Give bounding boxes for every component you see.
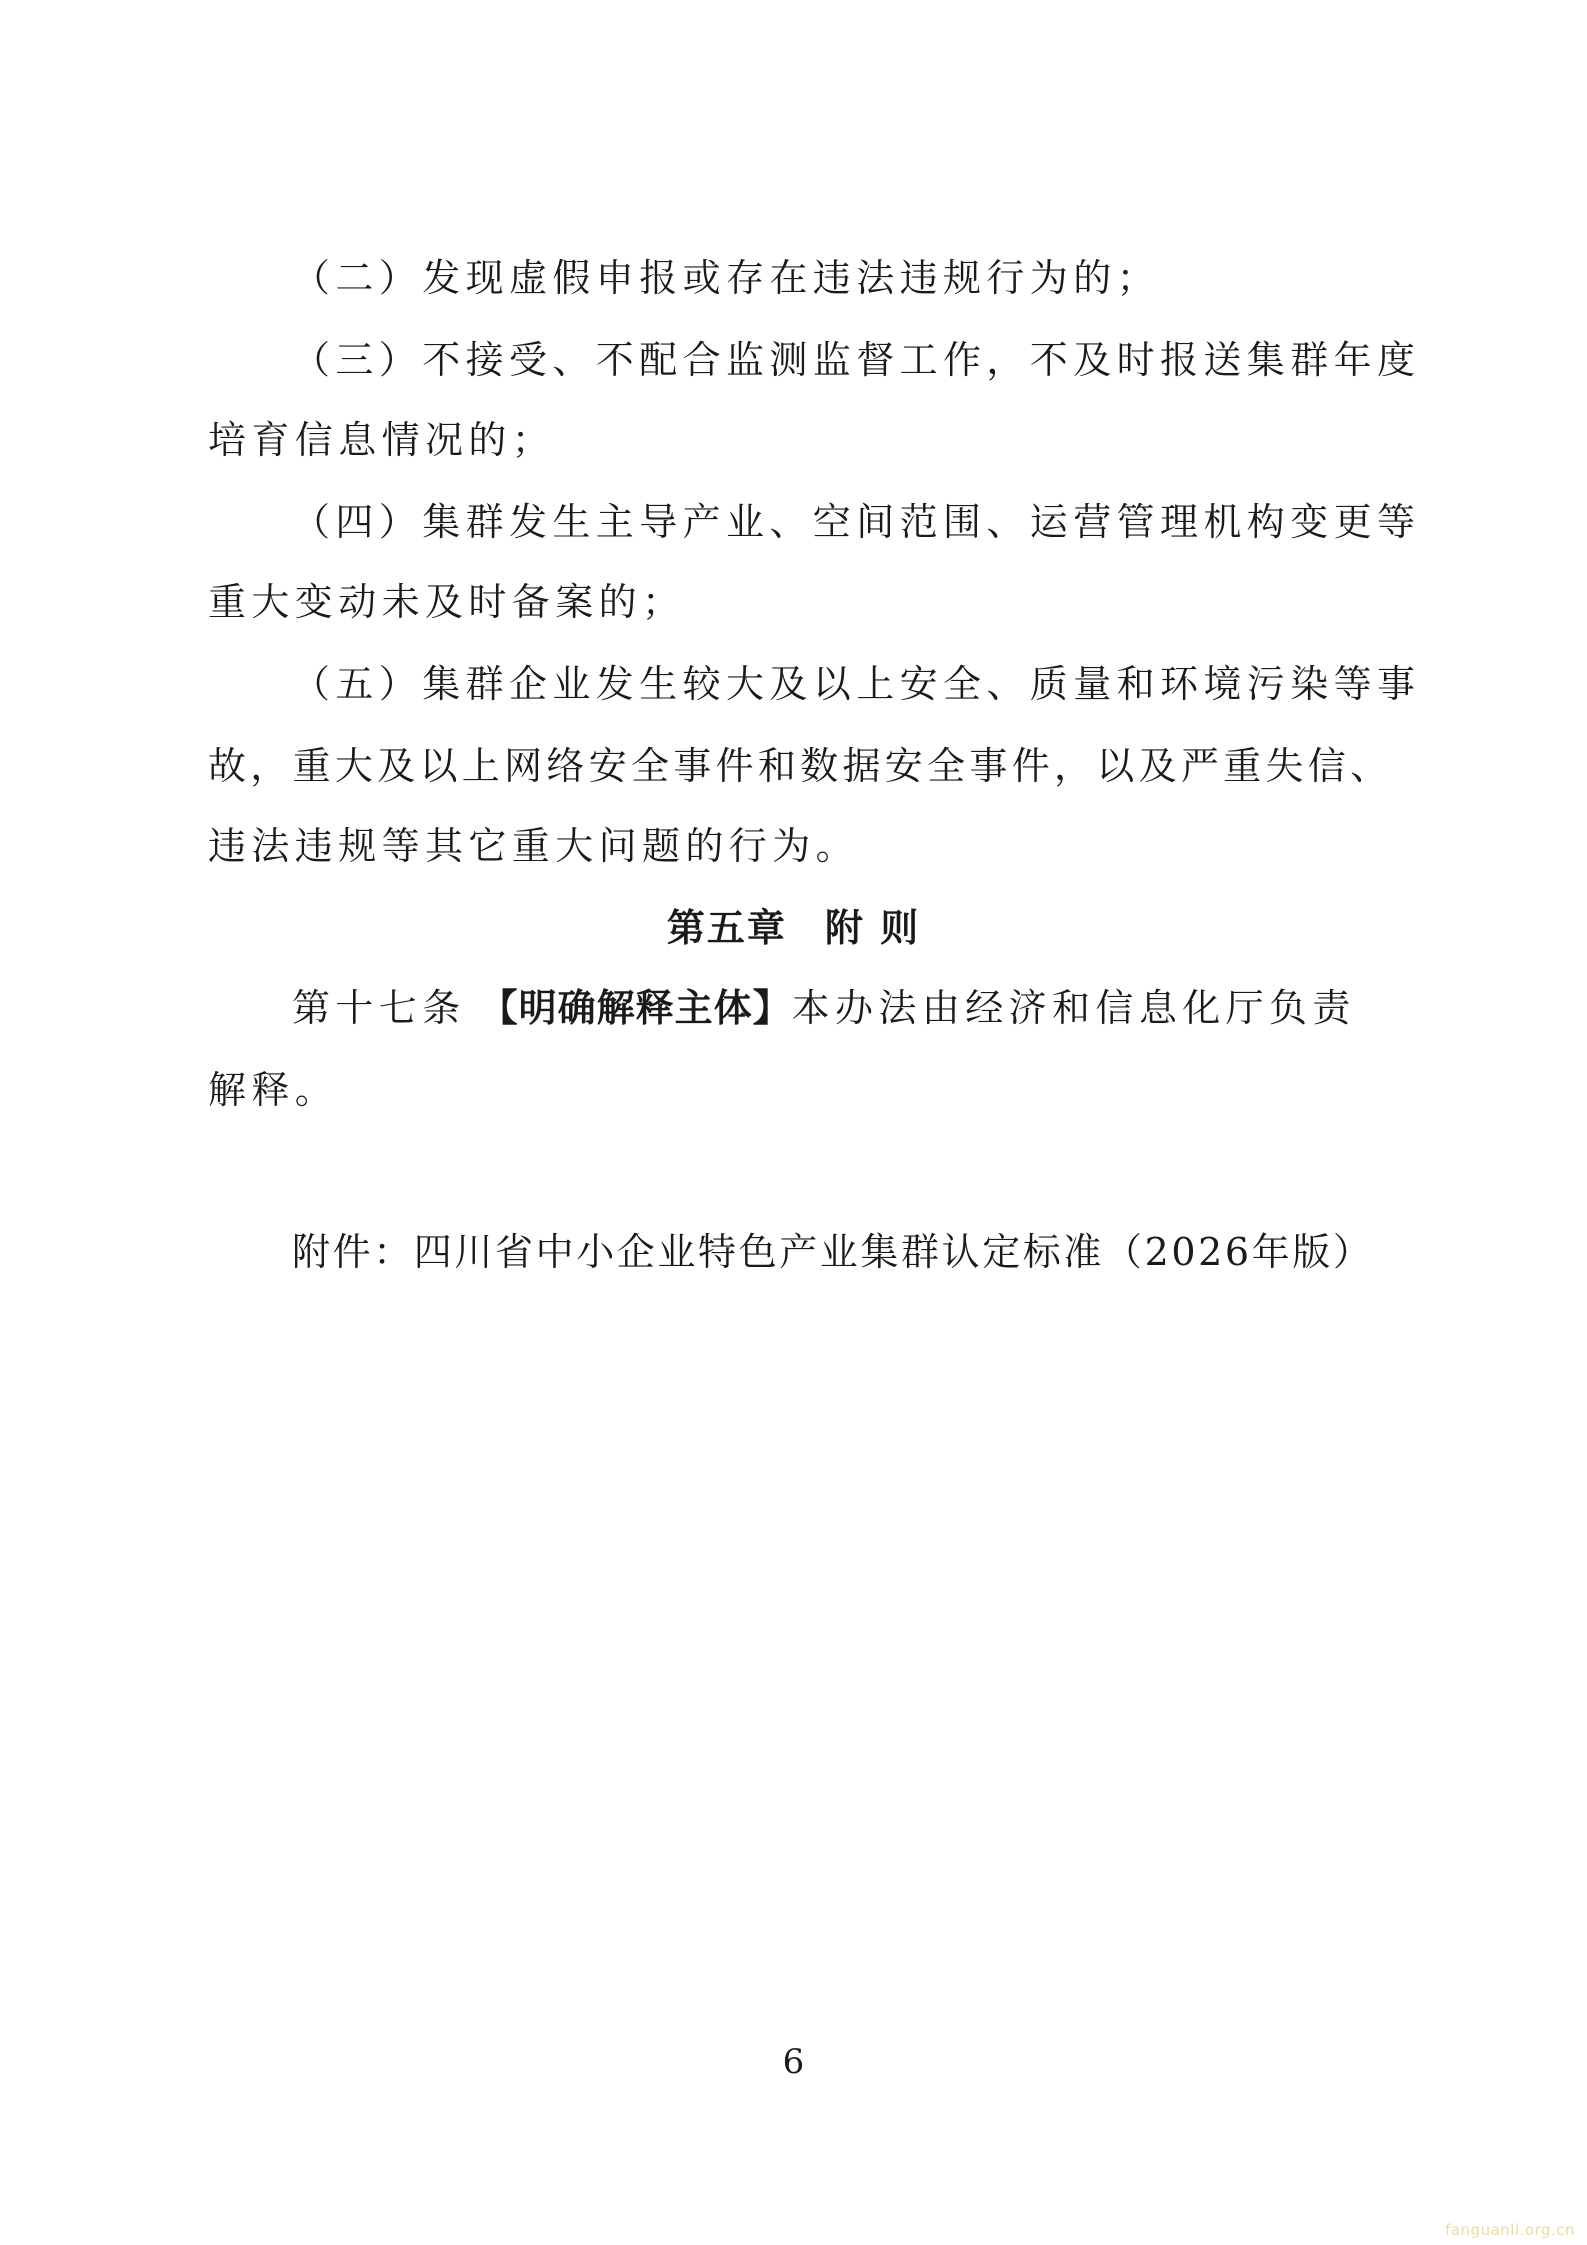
paragraph-item-2: （二）发现虚假申报或存在违法违规行为的； <box>292 256 1161 300</box>
page-number: 6 <box>782 2042 805 2082</box>
paragraph-item-4-line-2: 重大变动未及时备案的； <box>208 580 686 624</box>
article-17-line-1 <box>292 986 1388 1030</box>
paragraph-item-3-line-2: 培育信息情况的； <box>208 418 556 462</box>
paragraph-item-5-line-1: （五）集群企业发生较大及以上安全、质量和环境污染等事 <box>292 662 1421 706</box>
attachment-note: 附件：四川省中小企业特色产业集群认定标准（2026年版） <box>292 1230 1374 1274</box>
article-body-line-1: 本办法由经济和信息化厅负责 <box>791 986 1356 1030</box>
paragraph-item-4-line-1: （四）集群发生主导产业、空间范围、运营管理机构变更等 <box>292 500 1421 544</box>
article-title: 【明确解释主体】 <box>479 986 792 1030</box>
paragraph-item-5-line-2: 故，重大及以上网络安全事件和数据安全事件，以及严重失信、 <box>208 744 1393 788</box>
watermark-text: fanguanli.org.cn <box>1445 2221 1575 2239</box>
chapter-number: 第五章 <box>666 906 787 950</box>
paragraph-item-3-line-1: （三）不接受、不配合监测监督工作，不及时报送集群年度 <box>292 338 1421 382</box>
paragraph-item-5-line-3: 违法违规等其它重大问题的行为。 <box>208 824 860 868</box>
article-17-line-2: 解释。 <box>208 1068 339 1112</box>
article-number: 第十七条 <box>292 986 466 1030</box>
chapter-title: 附 则 <box>824 906 921 950</box>
chapter-heading <box>0 906 1587 950</box>
